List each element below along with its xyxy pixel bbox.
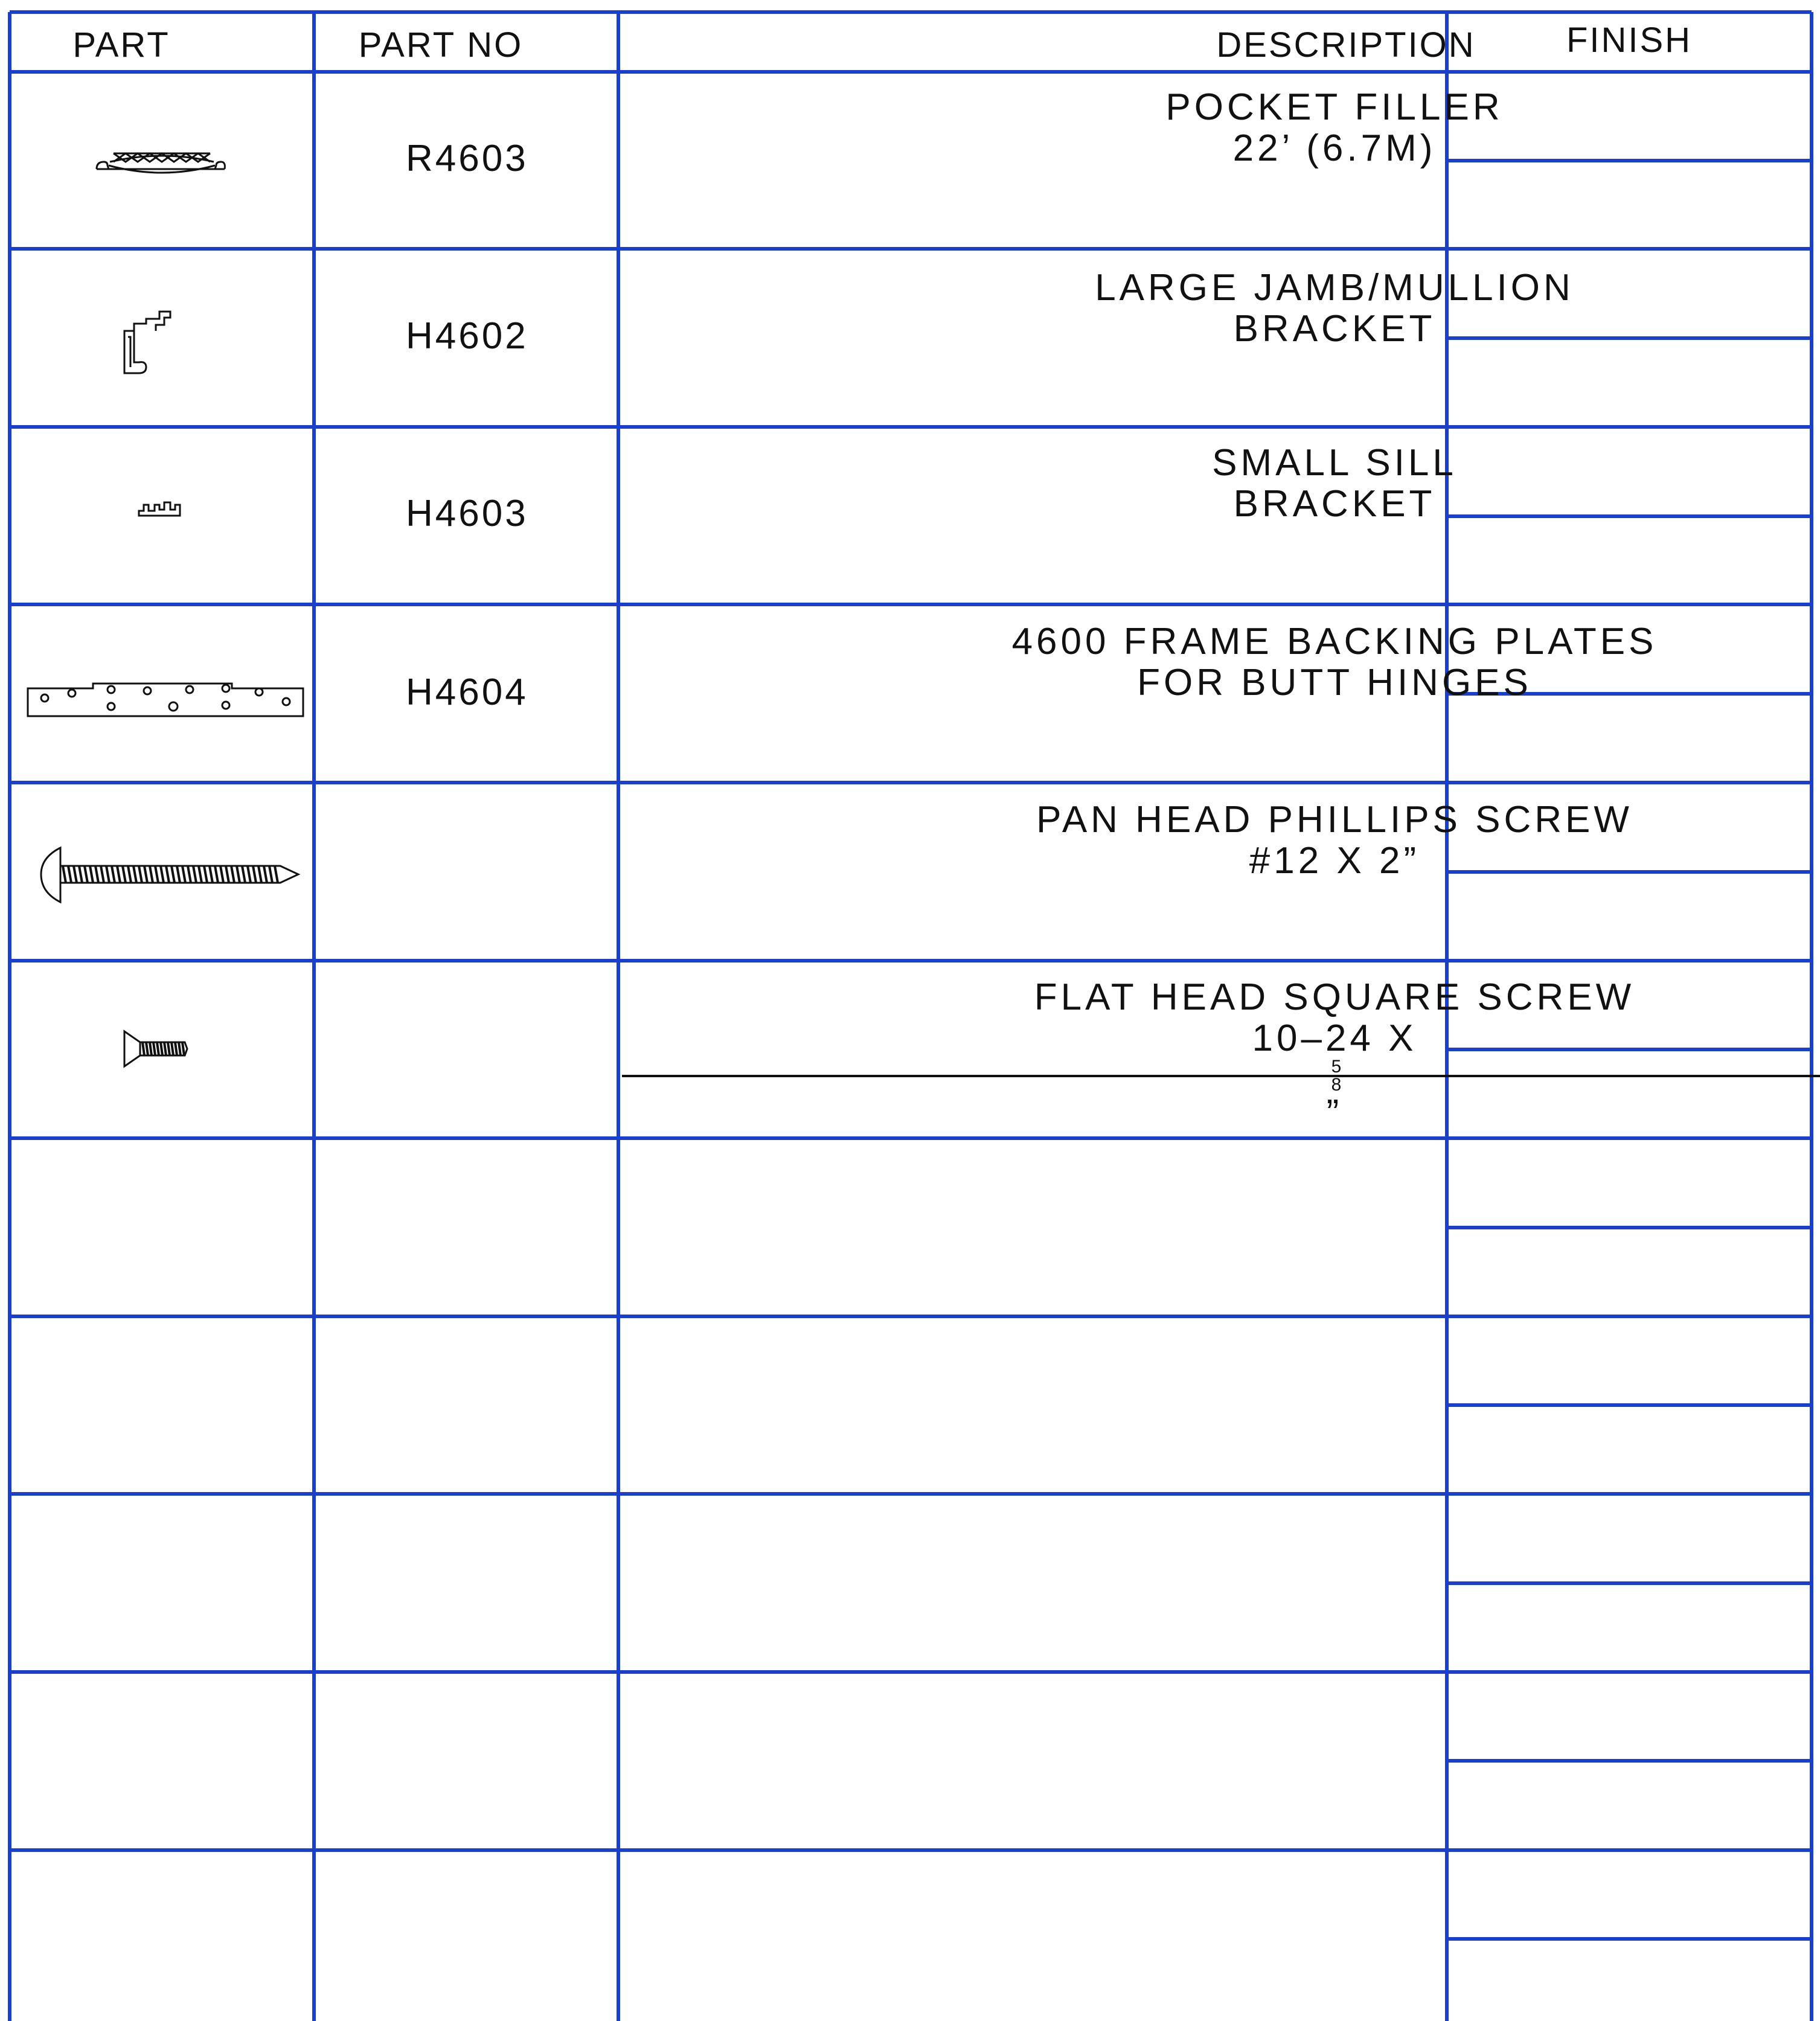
row-3-part-no: H4603 — [406, 493, 528, 534]
row-2-description — [618, 267, 1820, 350]
sill-bracket-icon — [138, 499, 181, 519]
row-1-description-line-2: 22’ (6.7M) — [1232, 127, 1437, 169]
thread-mark — [171, 1042, 173, 1055]
row-4-description-line-1: 4600 FRAME BACKING PLATES — [1011, 621, 1658, 662]
row-3-description-line-2: BRACKET — [1233, 483, 1436, 525]
thread-mark — [68, 866, 71, 883]
thread-mark — [177, 866, 180, 883]
header-finish: FINISH — [1566, 21, 1693, 60]
row-6-description-line-2-text: 10–24 X — [1252, 1017, 1417, 1059]
thread-mark — [231, 866, 234, 883]
thread-mark — [106, 866, 109, 883]
thread-mark — [220, 866, 223, 883]
thread-mark — [210, 866, 213, 883]
thread-mark — [112, 866, 115, 883]
row-5-description-line-2: #12 X 2” — [1249, 840, 1420, 882]
row-2-description-line-2: BRACKET — [1233, 308, 1436, 350]
row-3-description-line-1: SMALL SILL — [1212, 442, 1457, 484]
thread-mark — [168, 1042, 170, 1055]
thread-mark — [269, 866, 272, 883]
thread-mark — [179, 1042, 181, 1055]
row-4-description — [618, 621, 1820, 703]
thread-mark — [157, 1042, 159, 1055]
thread-mark — [79, 866, 82, 883]
thread-mark — [175, 1042, 177, 1055]
thread-mark — [182, 1042, 184, 1055]
row-4-part-no: H4604 — [406, 671, 528, 713]
thread-mark — [193, 866, 196, 883]
thread-mark — [248, 866, 251, 883]
thread-mark — [150, 1042, 152, 1055]
row-6-description-line-1: FLAT HEAD SQUARE SCREW — [1034, 976, 1635, 1018]
pocket-filler-profile-icon — [95, 144, 228, 174]
thread-mark — [90, 866, 93, 883]
thread-mark — [161, 866, 164, 883]
thread-mark — [182, 866, 185, 883]
thread-mark — [95, 866, 98, 883]
thread-mark — [144, 866, 147, 883]
thread-mark — [74, 866, 77, 883]
thread-mark — [215, 866, 218, 883]
row-6-description-line-2 — [618, 1018, 1820, 1134]
thread-mark — [101, 866, 104, 883]
thread-mark — [143, 1042, 144, 1055]
fraction-numerator: 5 — [622, 1059, 1820, 1077]
thread-mark — [264, 866, 267, 883]
fraction-denominator: 8 — [1331, 1075, 1342, 1095]
jamb-mullion-bracket-icon — [122, 307, 176, 377]
thread-mark — [133, 866, 136, 883]
thread-mark — [253, 866, 256, 883]
row-5-description — [618, 799, 1820, 882]
flat-head-screw-icon — [123, 1030, 190, 1068]
thread-mark — [226, 866, 229, 883]
thread-mark — [150, 866, 153, 883]
thread-mark — [155, 866, 158, 883]
backing-plate-icon — [27, 675, 304, 717]
thread-mark — [146, 1042, 148, 1055]
pan-head-screw-icon — [39, 845, 302, 906]
row-6-description-line-2-suffix: ” — [1326, 1092, 1343, 1134]
row-1-description-line-1: POCKET FILLER — [1165, 86, 1504, 128]
thread-mark — [164, 1042, 166, 1055]
row-1-description — [618, 87, 1820, 169]
thread-mark — [258, 866, 261, 883]
thread-mark — [63, 866, 66, 883]
row-2-description-line-1: LARGE JAMB/MULLION — [1095, 267, 1574, 309]
thread-mark — [123, 866, 126, 883]
thread-mark — [204, 866, 207, 883]
row-6-description — [618, 977, 1820, 1134]
thread-mark — [237, 866, 240, 883]
thread-mark — [153, 1042, 155, 1055]
row-1-part-no: R4603 — [406, 138, 528, 179]
row-4-description-line-2: FOR BUTT HINGES — [1137, 662, 1532, 703]
thread-mark — [161, 1042, 162, 1055]
thread-mark — [117, 866, 120, 883]
thread-mark — [242, 866, 245, 883]
row-3-description — [618, 443, 1820, 525]
five-eighths-fraction — [622, 1059, 1820, 1093]
thread-mark — [275, 866, 278, 883]
row-5-description-line-1: PAN HEAD PHILLIPS SCREW — [1036, 799, 1633, 841]
thread-mark — [188, 866, 191, 883]
header-part-no: PART NO — [358, 25, 524, 65]
thread-mark — [128, 866, 131, 883]
header-description: DESCRIPTION — [1216, 25, 1476, 65]
thread-mark — [199, 866, 202, 883]
thread-mark — [139, 866, 142, 883]
row-2-part-no: H4602 — [406, 315, 528, 357]
thread-mark — [166, 866, 169, 883]
thread-mark — [85, 866, 88, 883]
header-part: PART — [72, 25, 170, 65]
thread-mark — [171, 866, 175, 883]
